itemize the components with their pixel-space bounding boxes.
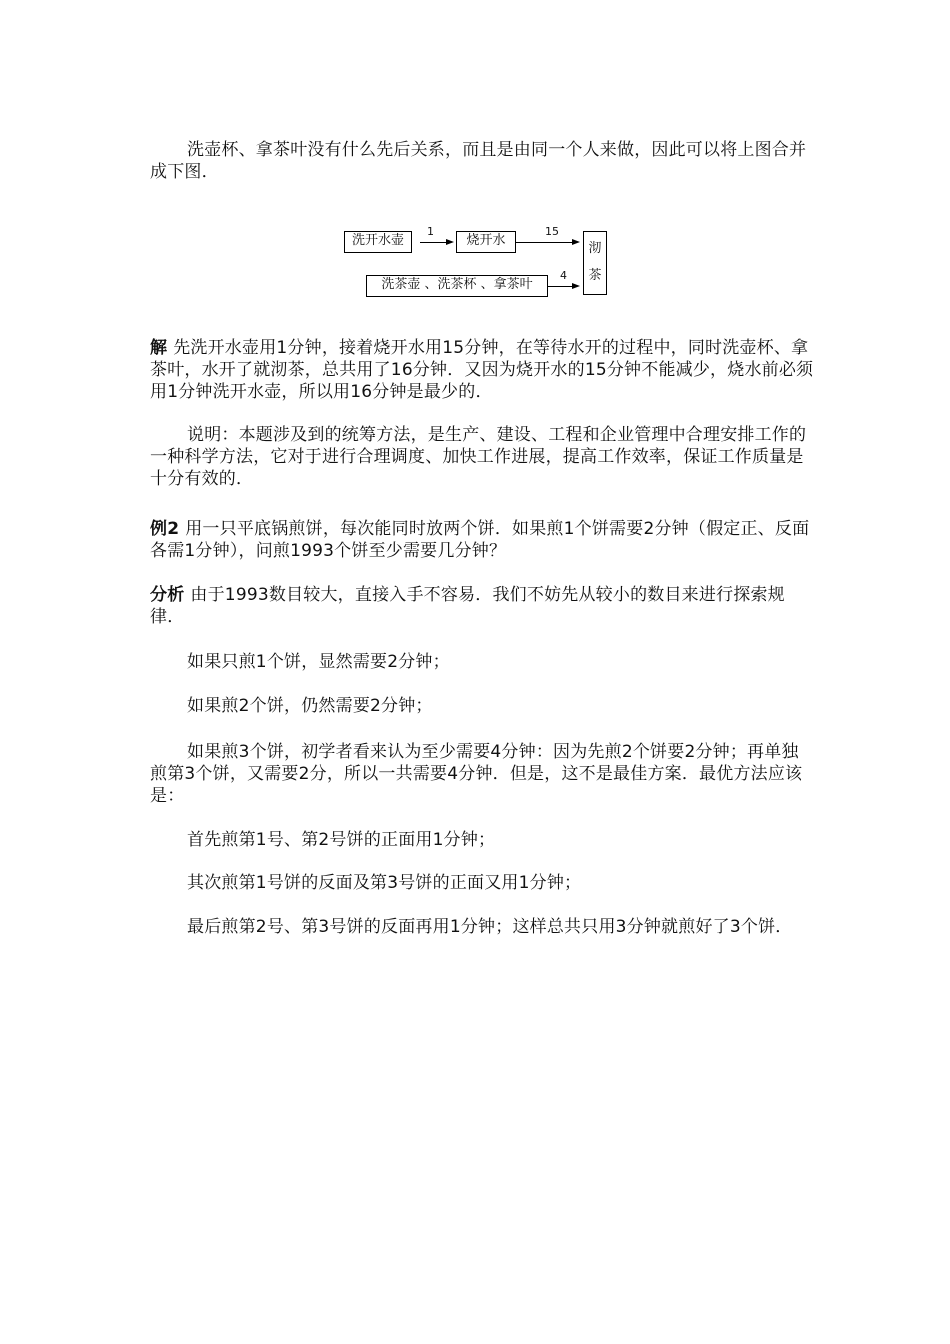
step-two-paragraph: 其次煎第1号饼的反面及第3号饼的正面又用1分钟；	[187, 873, 582, 893]
step-three-paragraph: 最后煎第2号、第3号饼的反面再用1分钟；这样总共只用3分钟就煎好了3个饼．	[187, 917, 793, 937]
solution-text: 先洗开水壶用1分钟，接着烧开水用15分钟，在等待水开的过程中，同时洗壶杯、拿茶叶，水开了就沏茶，总共用了16分钟．又因为烧开水的15分钟不能减少，烧水前必须用1分钟洗开水壶，所以用16分钟是最少的．	[150, 338, 814, 402]
duration-label-1: 1	[427, 225, 434, 238]
flow-diagram	[340, 222, 610, 298]
duration-label-4: 4	[560, 269, 567, 282]
case-three-paragraph: 如果煎3个饼，初学者看来认为至少需要4分钟：因为先煎2个饼要2分钟；再单独煎第3个饼，又需要2分，所以一共需要4分钟．但是，这不是最佳方案．最优方法应该是：	[150, 742, 803, 806]
arrow-head-4-icon	[572, 283, 580, 289]
analysis-paragraph	[150, 584, 815, 628]
arrow-head-15-icon	[572, 239, 580, 245]
solution-paragraph	[150, 337, 815, 403]
example2-label: 例2	[150, 519, 180, 539]
brew-tea-char-bottom: 茶	[588, 268, 602, 283]
arrow-head-1-icon	[446, 239, 454, 245]
brew-tea-box	[583, 231, 607, 295]
arrow-line-1	[420, 242, 447, 243]
boil-water-box: 烧开水	[456, 231, 516, 253]
analysis-text: 由于1993数目较大，直接入手不容易．我们不妨先从较小的数目来进行探索规律．	[150, 585, 785, 627]
step-one-paragraph: 首先煎第1号、第2号饼的正面用1分钟；	[187, 830, 496, 850]
brew-tea-char-top: 沏	[588, 241, 602, 256]
analysis-label: 分析	[150, 585, 185, 605]
case-two-paragraph: 如果煎2个饼，仍然需要2分钟；	[187, 696, 433, 716]
case-one-paragraph: 如果只煎1个饼，显然需要2分钟；	[187, 652, 450, 672]
wash-kettle-box: 洗开水壶	[344, 231, 412, 253]
example2-paragraph	[150, 518, 815, 562]
arrow-line-15	[515, 242, 573, 243]
solution-label: 解	[150, 338, 168, 358]
intro-paragraph: 洗壶杯、拿茶叶没有什么先后关系，而且是由同一个人来做，因此可以将上图合并成下图．	[150, 140, 807, 182]
arrow-line-4	[548, 286, 573, 287]
duration-label-15: 15	[545, 225, 559, 238]
example2-text: 用一只平底锅煎饼，每次能同时放两个饼．如果煎1个饼需要2分钟（假定正、反面各需1分钟），问煎1993个饼至少需要几分钟？	[150, 519, 810, 561]
wash-items-box: 洗茶壶 、洗茶杯 、拿茶叶	[366, 275, 548, 297]
note-paragraph: 说明：本题涉及到的统筹方法，是生产、建设、工程和企业管理中合理安排工作的一种科学方法，它对于进行合理调度、加快工作进展，提高工作效率，保证工作质量是十分有效的．	[150, 425, 807, 489]
